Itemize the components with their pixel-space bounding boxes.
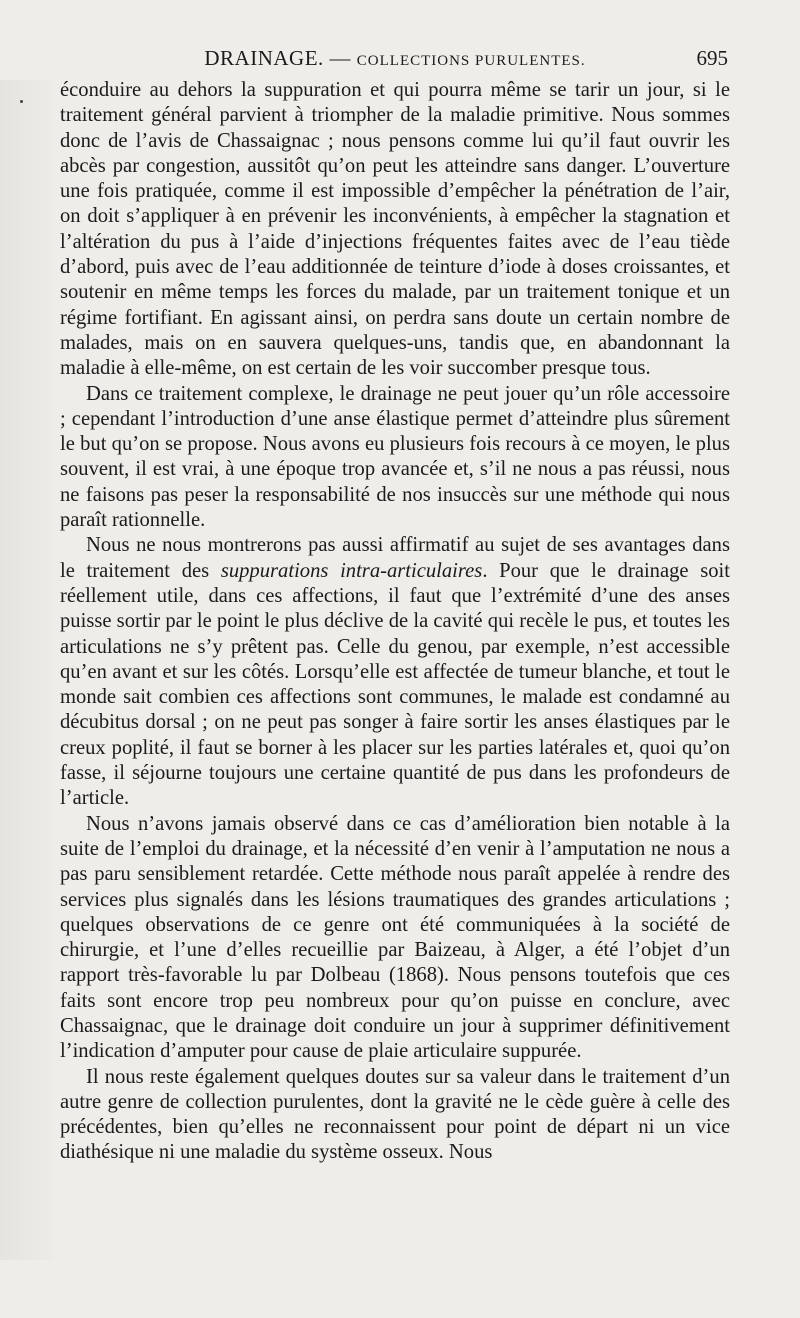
italic-phrase: suppurations intra-articulaires: [220, 559, 483, 582]
show-through-margin: [0, 80, 52, 1260]
header-title: DRAINAGE.: [204, 46, 324, 70]
text-run: Nous ne nous montrerons pas aussi affirmatif au sujet de ses avantages dans le traitement des: [60, 534, 730, 582]
paragraph: [60, 382, 730, 534]
text-run: Il nous reste également quelques doutes sur sa valeur dans le traitement d’un autre genre de collection purulentes, dont la gravité ne le cède guère à celle des précédentes, bien qu’elles ne reconnaissent pour point de départ ni un vice diathésique ni une maladie du système osseux. Nous: [60, 1065, 730, 1164]
paragraph: [60, 1065, 730, 1166]
page-number: 695: [696, 46, 728, 70]
ink-speck: [20, 100, 23, 103]
body-text: [60, 78, 730, 1166]
text-run: éconduire au dehors la suppuration et qui pourra même se tarir un jour, si le traitement général parvient à triompher de la maladie primitive. Nous sommes donc de l’avis de Chassaignac ; nous pensons comme lui qu’il faut ouvrir les abcès par congestion, aussitôt qu’on peut les atteindre sans danger. L’ouverture une fois pratiquée, comme il est impossible d’empêcher la pénétration de l’air, on doit s’appliquer à en prévenir les inconvénients, à empêcher la stagnation et l’altération du pus à l’aide d’injections fréquentes faites avec de l’eau tiède d’abord, puis avec de l’eau additionnée de teinture d’iode à doses croissantes, et soutenir en même temps les forces du malade, par un traitement tonique et un régime fortifiant. En agissant ainsi, on perdra sans doute un certain nombre de malades, mais on en sauvera quelques-uns, tandis que, en abandonnant la maladie à elle-même, on est certain de les voir succomber presque tous.: [60, 79, 730, 380]
text-run: Nous n’avons jamais observé dans ce cas d’amélioration bien notable à la suite de l’emploi du drainage, et la nécessité d’en venir à l’amputation ne nous a pas paru sensiblement retardée. Cette méthode nous paraît appelée à rendre des services plus signalés dans les lésions traumatiques des grandes articulations ; quelques observations de ce genre ont été communiquées à la société de chirurgie, et l’une d’elles recueillie par Baizeau, à Alger, a été l’objet d’un rapport très-favorable lu par Dolbeau (1868). Nous pensons toutefois que ces faits sont encore trop peu nombreux pour qu’on puisse en conclure, avec Chassaignac, que le drainage doit conduire un jour à supprimer définitivement l’indication d’amputer pour cause de plaie articulaire suppurée.: [60, 812, 730, 1063]
running-title: [62, 46, 728, 71]
header-dash: —: [329, 46, 352, 70]
text-run: . Pour que le drainage soit réellement utile, dans ces affections, il faut que l’extrémité d’une des anses puisse sortir par le point le plus déclive de la cavité qui recèle le pus, et toutes les articulations ne s’y prêtent pas. Celle du genou, par exemple, n’est accessible qu’en avant et sur les côtés. Lorsqu’elle est affectée de tumeur blanche, et tout le monde sait combien ces affections sont communes, le malade est condamné au décubitus dorsal ; on ne peut pas songer à faire sortir les anses élastiques par le creux poplité, il faut se borner à les placer sur les parties latérales et, quoi qu’on fasse, il séjourne toujours une certaine quantité de pus dans les profondeurs de l’article.: [60, 559, 730, 810]
paragraph: [60, 812, 730, 1065]
running-header: [62, 46, 728, 76]
paragraph: [60, 533, 730, 811]
text-run: Dans ce traitement complexe, le drainage ne peut jouer qu’un rôle accessoire ; cependant l’introduction d’une anse élastique permet d’atteindre plus sûrement le but qu’on se propose. Nous avons eu plusieurs fois recours à ce moyen, le plus souvent, il est vrai, à une époque trop avancée et, s’il ne nous a pas réussi, nous ne faisons pas peser la responsabilité de nos insuccès sur une méthode qui nous paraît rationnelle.: [60, 382, 730, 532]
header-subtitle: COLLECTIONS PURULENTES.: [356, 53, 586, 69]
paragraph: [60, 78, 730, 382]
